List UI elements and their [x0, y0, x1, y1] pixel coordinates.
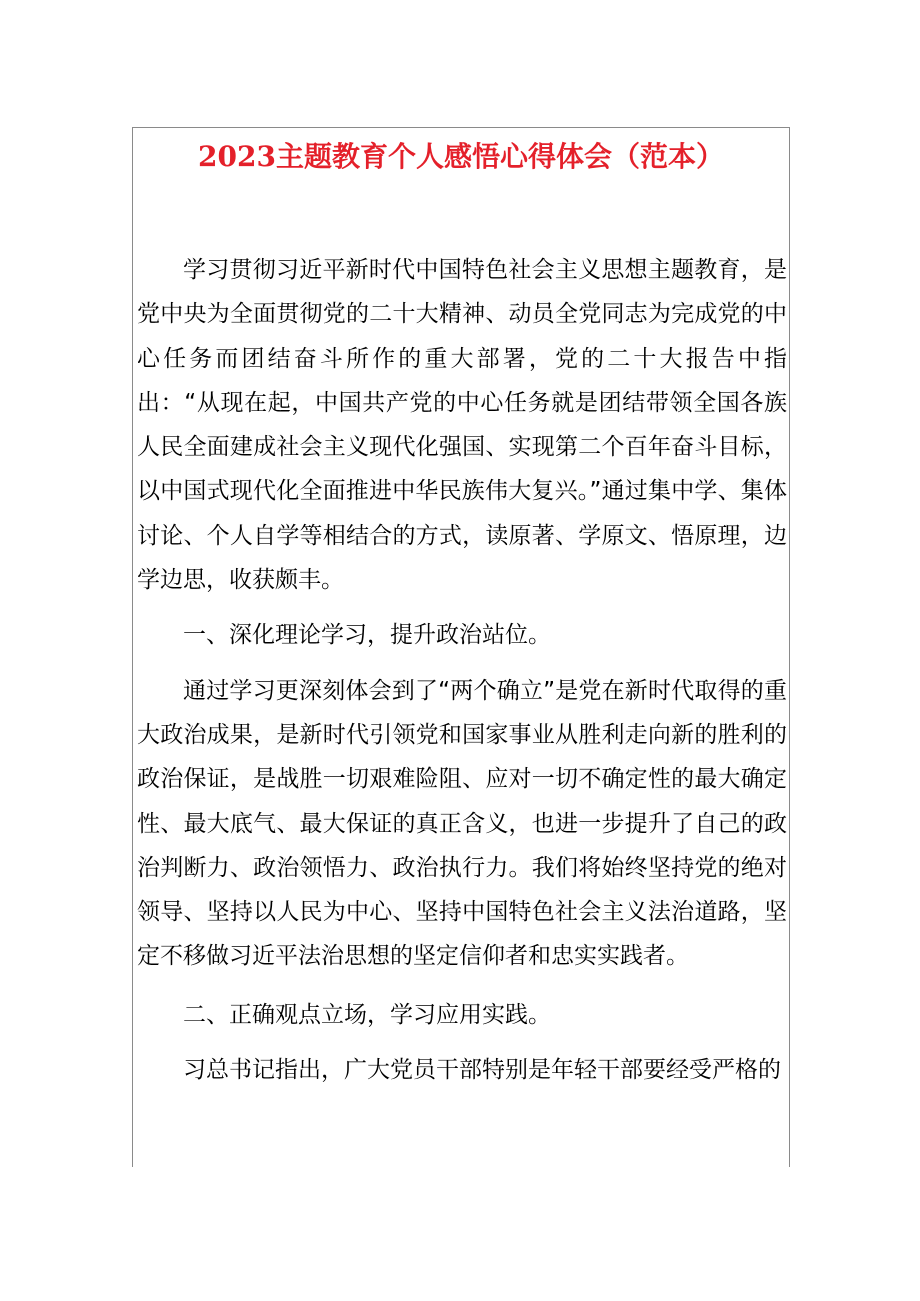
- paragraph-intro: 学习贯彻习近平新时代中国特色社会主义思想主题教育，是党中央为全面贯彻党的二十大精神、动员全党同志为完成党的中心任务而团结奋斗所作的重大部署，党的二十大报告中指出：“从现在起，中国共产党的中心任务就是团结带领全国各族人民全面建成社会主义现代化强国、实现第二个百年奋斗目标，以中国式现代化全面推进中华民族伟大复兴。”通过集中学、集体讨论、个人自学等相结合的方式，读原著、学原文、悟原理，边学边思，收获颇丰。: [137, 257, 787, 594]
- document-frame: [132, 127, 790, 1167]
- paragraph-section-2: 习总书记指出，广大党员干部特别是年轻干部要经受严格的: [183, 1057, 781, 1084]
- paragraph-section-1: 通过学习更深刻体会到了“两个确立”是党在新时代取得的重大政治成果，是新时代引领党和国家事业从胜利走向新的胜利的政治保证，是战胜一切艰难险阻、应对一切不确定性的最大确定性、最大底气、最大保证的真正含义，也进一步提升了自己的政治判断力、政治领悟力、政治执行力。我们将始终坚持党的绝对领导、坚持以人民为中心、坚持中国特色社会主义法治道路，坚定不移做习近平法治思想的坚定信仰者和忠实实践者。: [137, 677, 787, 970]
- section-heading-2: 二、正确观点立场，学习应用实践。: [183, 1001, 551, 1028]
- section-heading-1: 一、深化理论学习，提升政治站位。: [183, 622, 551, 649]
- document-body: [137, 248, 787, 1092]
- document-title: 2023主题教育个人感悟心得体会（范本）: [198, 140, 724, 173]
